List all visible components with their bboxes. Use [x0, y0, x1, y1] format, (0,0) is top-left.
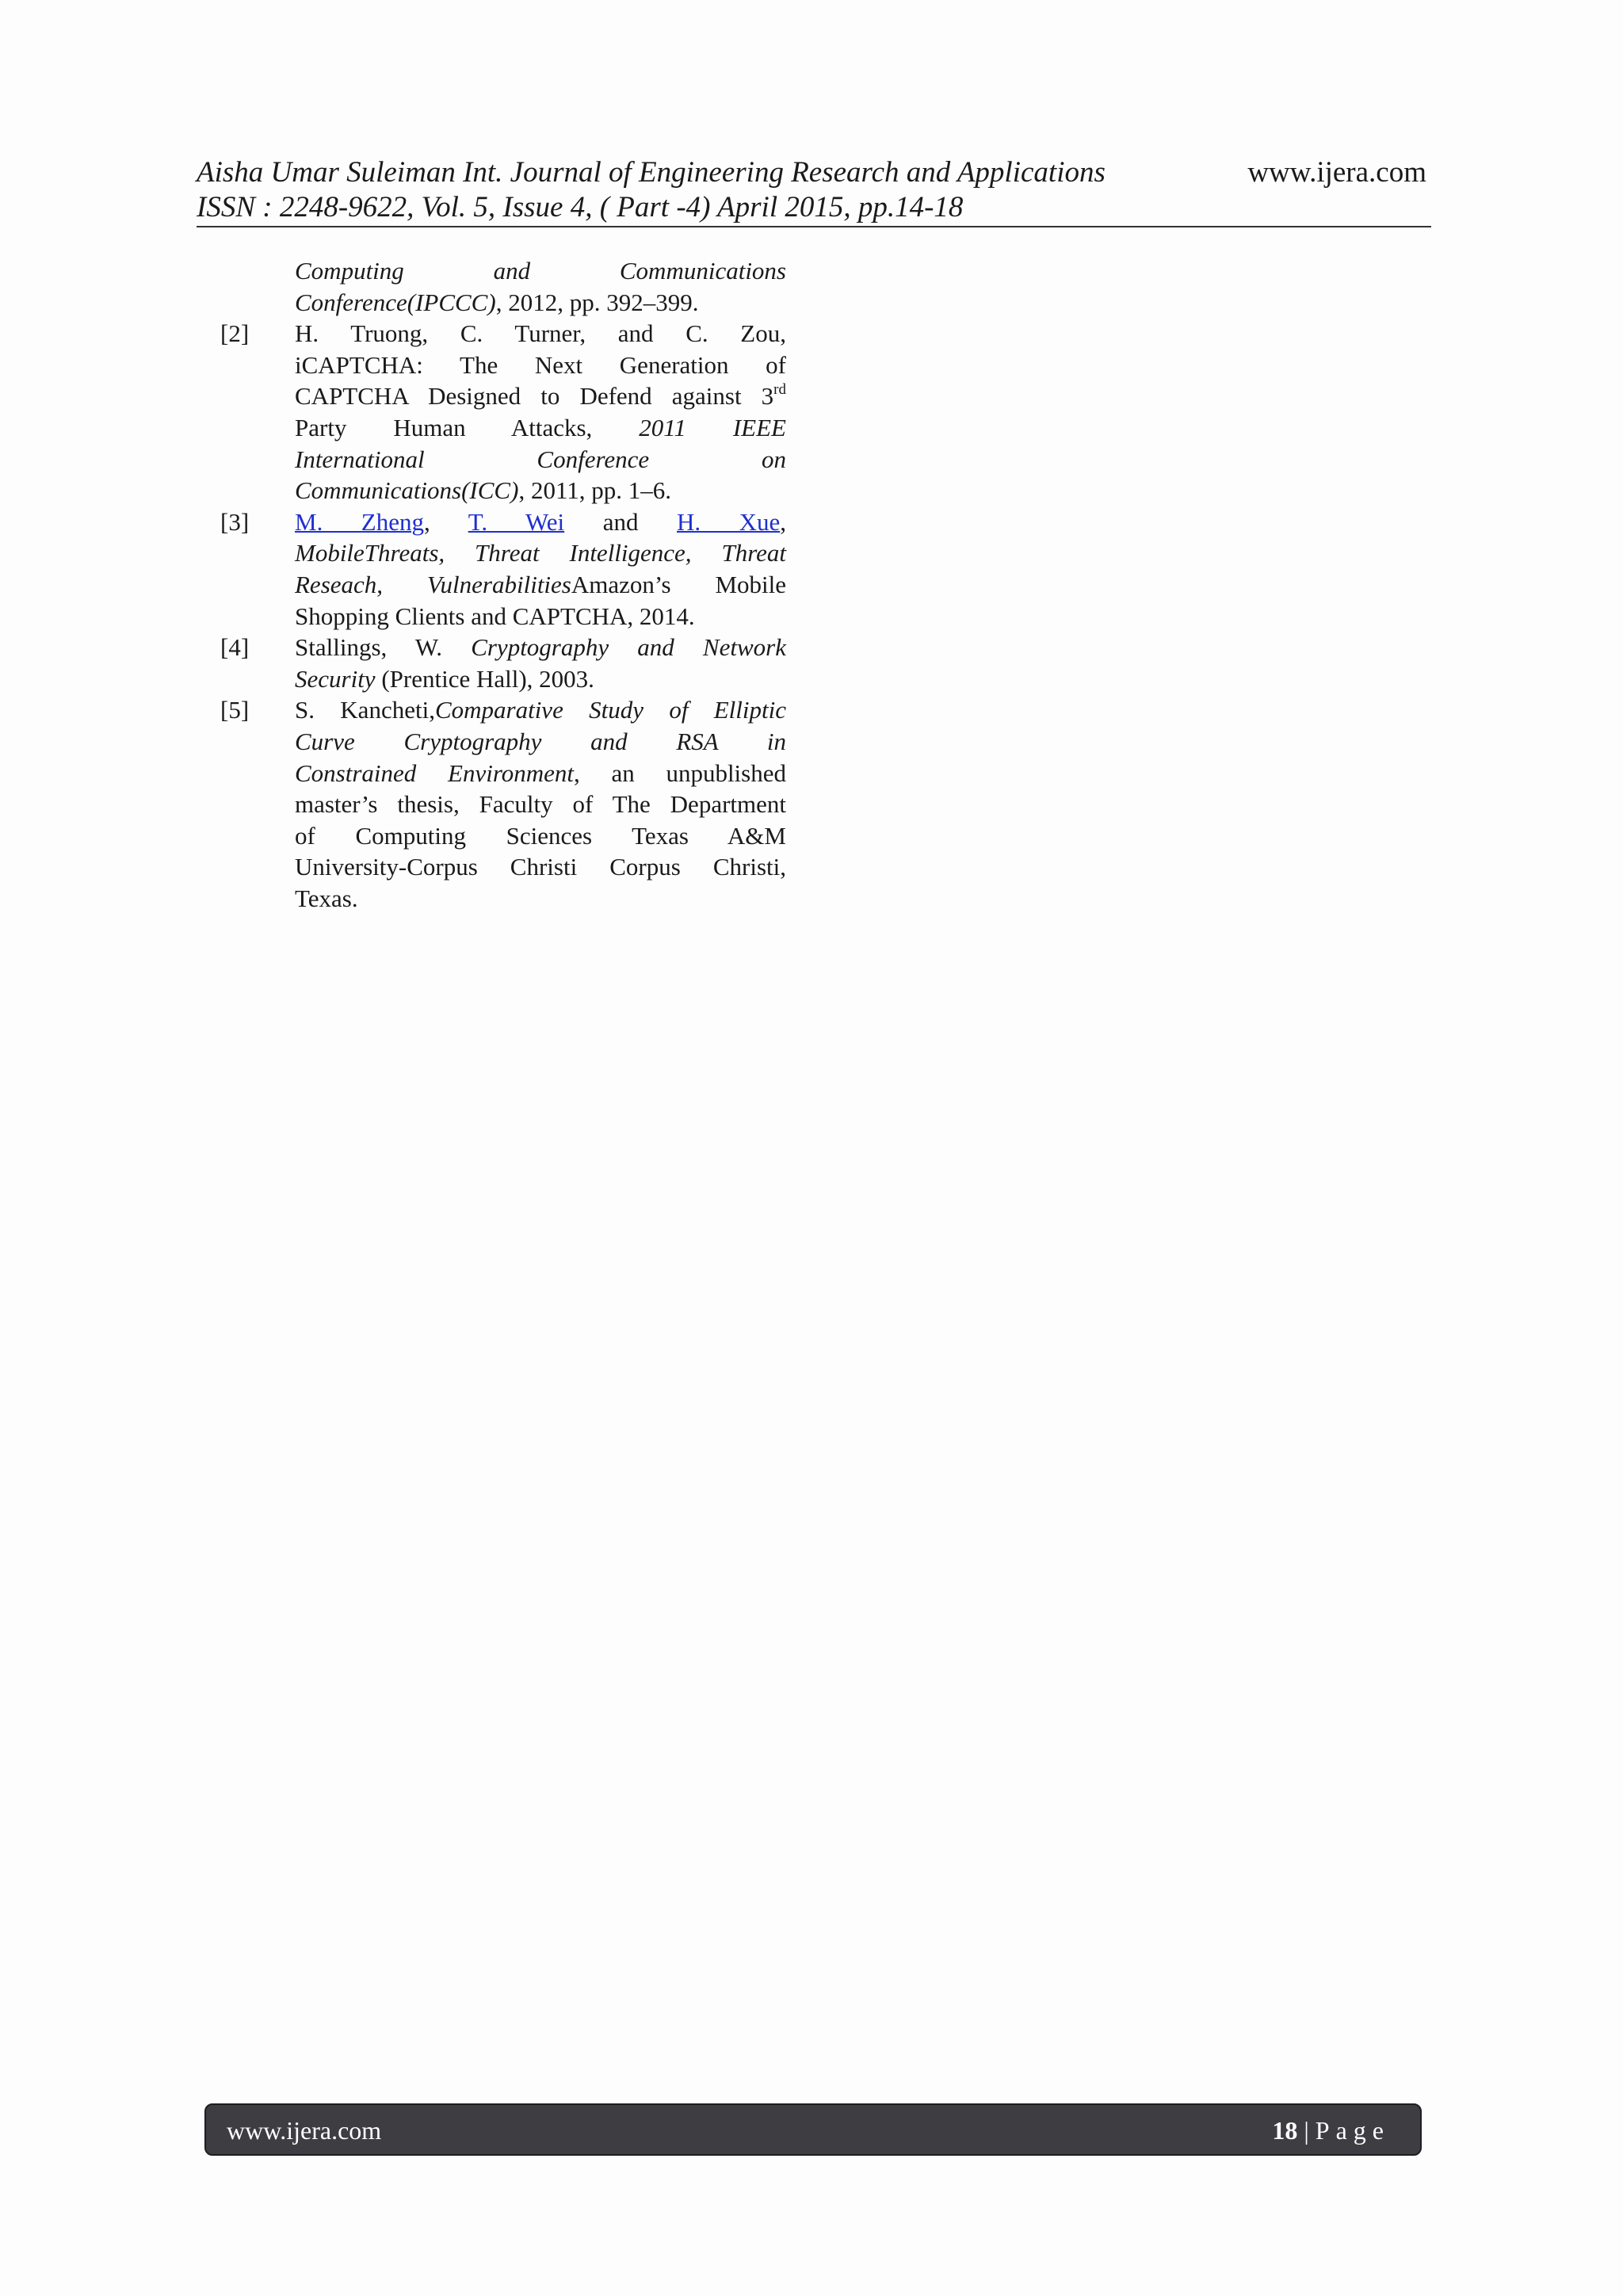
ref-title: Security	[295, 664, 376, 693]
references-column	[220, 255, 786, 914]
page-number: 18	[1272, 2116, 1298, 2145]
journal-title: Aisha Umar Suleiman Int. Journal of Engineering Research and Applications	[197, 156, 1106, 189]
header-divider	[197, 226, 1431, 227]
ref-line	[295, 380, 786, 412]
ref-details: (Prentice Hall), 2003.	[375, 664, 594, 693]
ref-line	[295, 663, 786, 695]
ref-title: Reseach, Vulnerabilities	[295, 570, 571, 598]
reference-5	[220, 694, 786, 914]
ref-venue: Conference(IPCCC)	[295, 288, 496, 316]
ordinal-superscript: rd	[773, 381, 786, 399]
ref-text: Party Human Attacks,	[295, 413, 593, 441]
ref-author: S. Kancheti,	[295, 696, 435, 724]
reference-number: [5]	[220, 696, 250, 724]
reference-3	[220, 506, 786, 632]
reference-number: [3]	[220, 507, 250, 536]
reference-continued	[220, 255, 786, 318]
reference-number: [2]	[220, 319, 250, 348]
ref-line: iCAPTCHA: The Next Generation of	[295, 350, 786, 379]
ref-title: Comparative Study of Elliptic	[434, 696, 786, 724]
header-top-row	[197, 155, 1431, 190]
ref-venue: Communications(ICC)	[295, 476, 519, 505]
and-text: and	[602, 507, 639, 536]
page-footer	[204, 2103, 1422, 2156]
page-indicator	[1272, 2115, 1390, 2145]
ref-line	[295, 569, 786, 601]
ref-text: Amazon’s Mobile	[571, 570, 786, 598]
ref-title: Constrained Environment	[295, 758, 574, 787]
ref-details: , 2012, pp. 392–399.	[495, 288, 699, 316]
ref-line	[295, 287, 786, 319]
ref-title: Cryptography and Network	[471, 633, 786, 662]
page-label: Page	[1315, 2116, 1390, 2145]
ref-line: Texas.	[295, 884, 358, 912]
footer-url: www.ijera.com	[227, 2116, 382, 2145]
comma: ,	[424, 507, 430, 536]
ref-line: Curve Cryptography and RSA in	[295, 727, 786, 755]
page-header	[197, 155, 1431, 225]
ref-line	[295, 758, 786, 789]
ref-line	[295, 506, 786, 538]
ref-line	[295, 475, 786, 506]
ref-details: , 2011, pp. 1–6.	[518, 476, 672, 505]
ref-venue: 2011 IEEE	[639, 413, 786, 441]
ref-line: master’s thesis, Faculty of The Department	[295, 790, 786, 819]
ref-line: Computing and Communications	[295, 257, 786, 285]
header-url: www.ijera.com	[1247, 156, 1426, 189]
ref-line: Shopping Clients and CAPTCHA, 2014.	[295, 602, 695, 630]
ref-line: International Conference on	[295, 445, 786, 473]
comma: ,	[780, 507, 786, 536]
ref-line: of Computing Sciences Texas A&M	[295, 821, 786, 850]
issn-line: ISSN : 2248-9622, Vol. 5, Issue 4, ( Part -4) April 2015, pp.14-18	[197, 191, 964, 223]
author-link-wei[interactable]: T. Wei	[468, 507, 565, 536]
reference-number: [4]	[220, 633, 250, 662]
ref-text: CAPTCHA Designed to Defend against 3	[295, 382, 774, 411]
page-separator: |	[1304, 2116, 1309, 2145]
author-link-xue[interactable]: H. Xue	[676, 507, 781, 536]
ref-line: H. Truong, C. Turner, and C. Zou,	[295, 319, 786, 348]
ref-text: , an unpublished	[574, 758, 786, 787]
author-link-zheng[interactable]: M. Zheng	[295, 507, 425, 536]
reference-4	[220, 632, 786, 694]
ref-line	[295, 412, 786, 444]
ref-line: MobileThreats, Threat Intelligence, Threat	[295, 539, 786, 567]
ref-line: University-Corpus Christi Corpus Christi,	[295, 853, 786, 881]
ref-author: Stallings, W.	[295, 633, 443, 662]
reference-2	[220, 318, 786, 506]
ref-line	[295, 694, 786, 726]
ref-line	[295, 632, 786, 663]
